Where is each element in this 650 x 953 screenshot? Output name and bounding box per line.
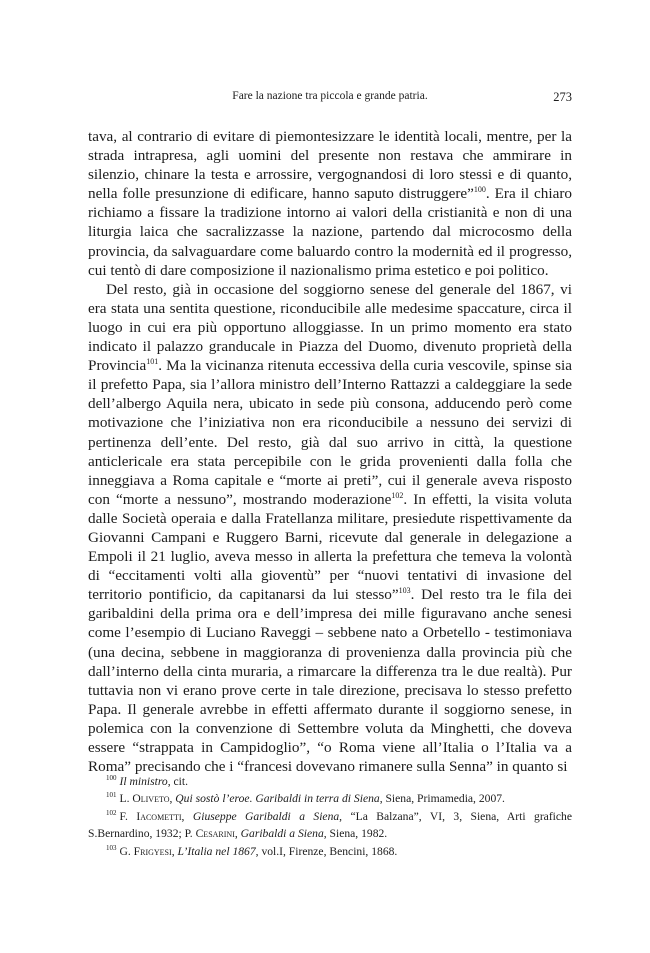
footnote-title: L’Italia nel 1867 xyxy=(177,844,256,858)
footnote-102 xyxy=(88,808,572,843)
footnote-number: 103 xyxy=(106,843,117,852)
running-header xyxy=(88,90,572,108)
paragraph-1-text-a: tava, al contrario di evitare di piemontesizzare le identità locali, mentre, per la strada intrapresa, agli uomini del presente non restava che ammirare in silenzio, chinare la testa e arrossire, vergognandosi di loro stessi e di quanto, nella folle presunzione di edificare, hanno saputo distruggere” xyxy=(88,128,572,203)
footnote-separator: , xyxy=(181,809,193,823)
paragraph-2-text-c: . In effetti, la visita voluta dalle Società operaia e dalla Fratellanza militare, presiedute rispettivamente da Giovanni Campani e Ruggero Barni, ricevute dal generale in delegazione a Empoli il 21 luglio, aveva messo in allerta la prefettura che temeva la volontà di “eccitamenti volti alla gioventù” per “nuovi tentativi di invasione del territorio pontificio, da capitanarsi da lui stesso” xyxy=(88,490,572,604)
footnote-rest-2: , Siena, 1982. xyxy=(323,827,388,841)
paragraph-1 xyxy=(88,127,572,280)
footnote-ref-100[interactable]: 100 xyxy=(473,185,486,195)
running-title: Fare la nazione tra piccola e grande patria. xyxy=(232,90,428,102)
footnote-100 xyxy=(88,773,572,790)
footnote-author: F. Iacometti xyxy=(119,809,182,823)
footnote-author: G. Frigyesi xyxy=(119,844,172,858)
paragraph-2-text-a: Del resto, già in occasione del soggiorno senese del generale del 1867, vi era stata una sentita questione, riconducibile alle medesime spaccature, circa il luogo in cui era più opportuno alloggiasse. In un primo momento era stato indicato il palazzo granducale in Piazza del Duomo, divenuto proprietà della Provincia xyxy=(88,280,572,375)
footnote-rest: , cit. xyxy=(167,775,189,788)
footnote-rest: , Siena, Primamedia, 2007. xyxy=(379,792,505,806)
footnote-number: 100 xyxy=(106,774,117,782)
footnote-title: Qui sostò l’eroe. Garibaldi in terra di Siena xyxy=(175,792,380,806)
footnote-ref-101[interactable]: 101 xyxy=(146,357,159,367)
footnote-title: Giuseppe Garibaldi a Siena xyxy=(192,809,340,823)
footnote-101 xyxy=(88,790,572,807)
paragraph-2 xyxy=(88,280,572,776)
footnote-rest: , “La Balzana”, VI, 3, Siena, Arti grafiche S.Bernardino, 1932; xyxy=(88,809,572,841)
footnote-ref-103[interactable]: 103 xyxy=(398,586,411,596)
footnote-separator-2: , xyxy=(234,827,241,841)
footnote-title-2: Garibaldi a Siena xyxy=(240,827,324,841)
footnote-rest: , vol.I, Firenze, Bencini, 1868. xyxy=(255,844,398,858)
page-number: 273 xyxy=(553,90,572,104)
main-text xyxy=(88,127,572,776)
footnotes xyxy=(88,773,572,860)
footnote-title: Il ministro xyxy=(119,775,168,788)
footnote-separator: , xyxy=(169,792,176,806)
paragraph-2-text-b: . Ma la vicinanza ritenuta eccessiva della curia vescovile, spinse sia il prefetto Papa, sia l’allora ministro dell’Interno Rattazzi a caldeggiare la sede dell’albergo Aquila nera, ubicato in sede più consona, adducendo però come motivazione che l’iniziativa non era riconducibile a nessuno dei servizi di pertinenza dell’ente. Del resto, già dal suo arrivo in città, la questione anticlericale era stata percepibile con le grida provenienti dalla folla che inneggiava a Roma capitale e “morte ai preti”, cui il generale aveva risposto con “morte a nessuno”, mostrando moderazione xyxy=(88,357,572,508)
footnote-number: 102 xyxy=(106,808,117,817)
footnote-author-2: P. Cesarini xyxy=(184,827,235,841)
footnote-author: L. Oliveto xyxy=(119,792,170,806)
footnote-separator: , xyxy=(171,844,178,858)
footnote-number: 101 xyxy=(106,791,117,800)
footnote-ref-102[interactable]: 102 xyxy=(391,490,404,500)
footnote-103 xyxy=(88,843,572,860)
paragraph-2-text-d: . Del resto tra le fila dei garibaldini della prima ora e dell’impresa dei mille figuravano anche senesi come l’esempio di Luciano Raveggi – sebbene nato a Orbetello - testimoniava (una decina, sebbene in maggioranza di provenienza dalla provincia più che dall’interno della cinta muraria, a rimarcare la differenza tra le due realtà). Pur tuttavia non vi erano prove certe in tale direzione, precisava lo stesso prefetto Papa. Il generale avrebbe in effetti affermato durante il soggiorno senese, in polemica con la convenzione di Settembre voluta da Minghetti, che doveva essere “strappata in Campidoglio”, “o Roma viene all’Italia o l’Italia va a Roma” precisando che i “francesi dovevano rimanere sulla Senna” in quanto si xyxy=(88,586,572,776)
paragraph-1-text-b: . Era il chiaro richiamo a fissare la tradizione intorno ai valori della cristianità e non di una liturgia laica che sacralizzasse la nazione, partendo dal microcosmo della provincia, da salvaguardare come baluardo contro la modernità ed il progresso, cui tentò di dare composizione il nazionalismo prima estetico e poi politico. xyxy=(88,185,573,279)
